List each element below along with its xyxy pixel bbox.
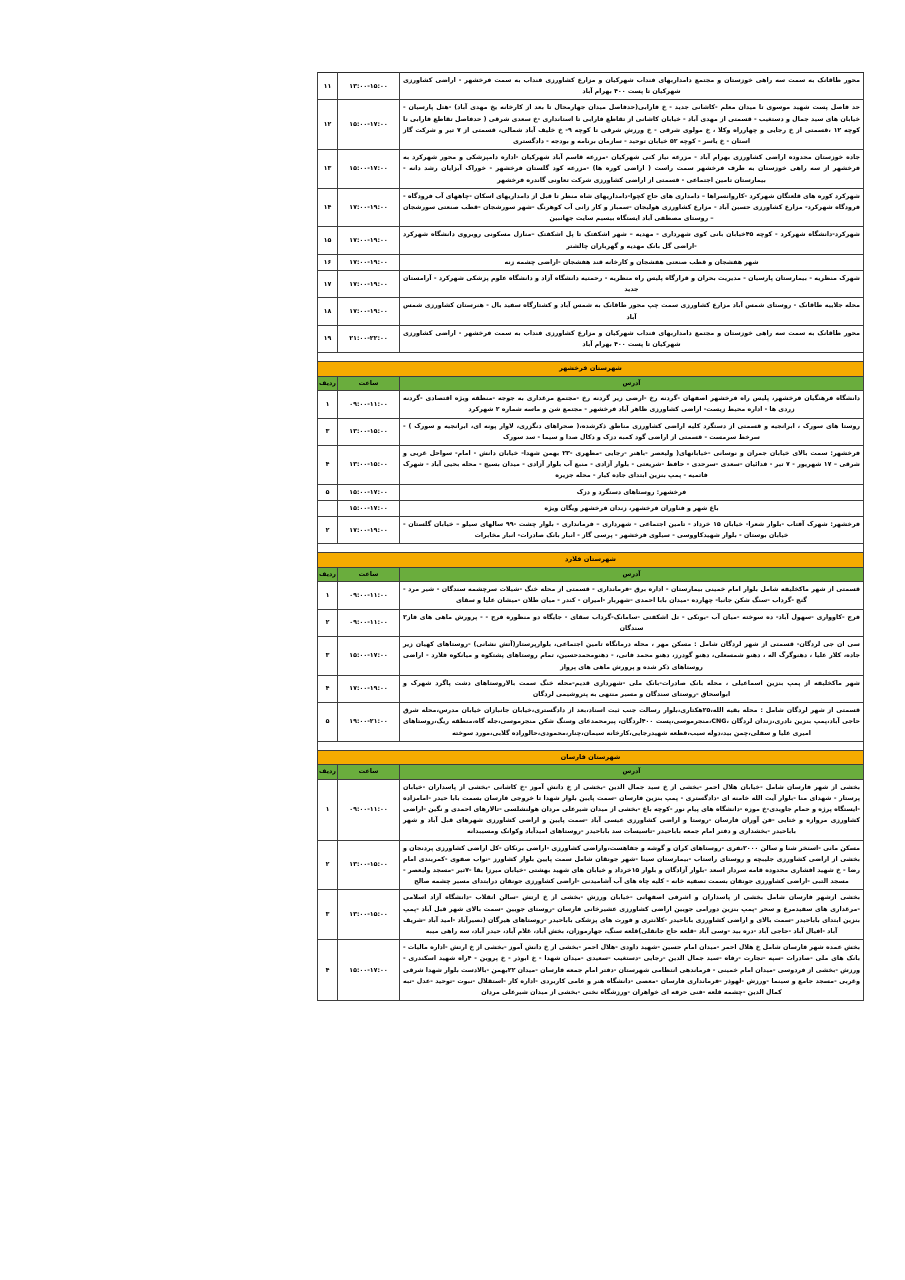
table-row	[318, 73, 864, 100]
table-row	[318, 391, 864, 418]
section-header-row-farrokhshahr	[318, 362, 864, 377]
row-column-header: ردیف	[318, 567, 338, 581]
row-number-cell: ۳	[318, 890, 338, 940]
table-row	[318, 227, 864, 254]
table-row	[318, 840, 864, 890]
address-cell: قسمتی از شهر لردگان شامل : محله بقیه الله،۲۵هکتاری،بلوار رسالت جنب ثبت اسناد،بعد از دادگستری،خیابان جانبازان خیابان مدرس،محله شرق حاجی آباد،پمپ بنزین نادری،زندان لردگان ،CNG،منجرموسی،پست ۴۰۰لردگان، پیرمحمدعای وسنگ شکن منجرموسی،جله گاه،منطقه ریگ،روستاهای امیری علیا و سفلی،چمن بید،دوله سیب،قطعه شهیدرجایی،کارخانه سیمان،چنار،محمودی،حالوراده گلابی،مورد سوخته	[400, 703, 864, 742]
address-cell: شهر هفشجان و قطب صنعتی هفشجان و کارخانه قند هفشجان -اراضی چشمه زنه	[400, 254, 864, 270]
address-cell: بخشی ازشهر فارسان شامل بخشی از پاسداران و اشرفی اصفهانی -خیابان ورزش -بخشی از خ ارتش -سالن انقلاب -دانشگاه آزاد اسلامی -مرغداری های سفیدمرغ و سحر -پمپ بنزین دورامی جویین اراضی کشاورزی عشیرخانی فارسان -روستای جویین -سمت بالای شهر قبل آباد -پمپ بنزین ابتدای باباحیدر -سمت بالای و اراضی کشاورزی باباحیدر -کلانتری و فورت های پزشکی باباحیدر -روستاهای هیرگان (نصیرآباد -امید آباد -شریف آباد -افیال آباد -حاجی آباد -دره بید -وسی آباد -قلعه حاج جانقلی)قلعه سنگ، جهارموزان، بخش آباد، غلام آباد، حیدر آباد، سه راهی میبه	[400, 890, 864, 940]
time-cell: ۱۷:۰۰-۱۹:۰۰	[338, 254, 400, 270]
row-number-cell: ۱	[318, 391, 338, 418]
address-cell: فرخشهر: شهرک آفتاب -بلوار شعرا- خیابان ۱۵ خرداد - تامین اجتماعی - شهرداری – فرمانداری - بلوار چشت -۹۹ سالهای سیلو – خیابان گلستان - خیابان بوستان - بلوار شهیدکاووسی - سیلوی فرخشهر - پرسی گاز - انبار بانک صادرات- انبار مخابرات	[400, 516, 864, 543]
outage-table-body	[318, 73, 864, 1001]
section-spacer	[318, 741, 864, 750]
time-column-header: ساعت	[338, 765, 400, 779]
table-row	[318, 675, 864, 702]
row-number-cell: ۱۲	[318, 100, 338, 150]
row-number-cell: ۴	[318, 675, 338, 702]
row-number-cell: ۲	[318, 516, 338, 543]
address-cell: شهر ماکخلیفه از پمپ بنزین اسماعیلی ، محله بانک صادرات-بانک ملی -شهرداری قدیم-محله خنگ سمت بالاروستاهای دشت پاگرد شهرک و ابواسحاق -روستای سندگان و مسیر منتهی به پتروشیمی لردگان	[400, 675, 864, 702]
row-number-cell: ۵	[318, 703, 338, 742]
table-row	[318, 298, 864, 325]
row-number-cell: ۱۱	[318, 73, 338, 100]
time-cell: ۱۷:۰۰-۱۹:۰۰	[338, 298, 400, 325]
address-cell: جاده خوزستان محدوده اراضی کشاورزی بهرام آباد - مزرعه نیاز کنی شهرکیان -مزرعه قاسم آباد شهرکیان -اداره دامپزشکی و محور شهرکرد به فرخشهر از سه راهی خوزستان به طرف فرخشهر سمت راست ( اراضی کوره ها) -مزرعه کود گلستان فرخشهر - خوراک آبزایان رشد دانه - بیمارستان تامین اجتماعی - قسمتی از اراضی کشاورزی شرکت تعاونی گاندره فرخشهر	[400, 150, 864, 189]
time-cell: ۱۵:۰۰-۱۷:۰۰	[338, 100, 400, 150]
address-cell: سی ان جی لردگان- قسمتی از شهر لردگان شامل : مسکن مهر ، محله درمانگاه تامین اجتماعی، بلوارپرستار(آتش نشانی) -روستاهای کهیان زیر جاده، کلار علیا ، دهنوگرگ اله ، دهنو شمسعلی، دهنو گودرز، دهنو محمد فانی، - دهنومحمدحسین، تمام روستاهای پشتکوه و میانکوه فلارد - اراضی روستاهای ذکر شده و پرورش ماهی های پرواز	[400, 637, 864, 676]
row-number-cell: ۲	[318, 840, 338, 890]
table-row	[318, 516, 864, 543]
address-cell: محور طاقانک به سمت سه راهی خوزستان و مجتمع دامداربهای فنداب شهرکیان و مزارع کشاورزی فنداب به سمت فرخشهر - اراضی کشاورزی شهرکیان تا پست ۴۰۰ بهرام آباد	[400, 73, 864, 100]
table-row	[318, 582, 864, 609]
section-spacer	[318, 353, 864, 362]
address-cell: باغ شهر و فناوران فرخشهر، زندان فرخشهر ویگان ویژه	[400, 500, 864, 516]
time-cell: ۱۳:۰۰-۱۵:۰۰	[338, 418, 400, 445]
row-number-cell: ۴	[318, 445, 338, 484]
address-cell: حد فاصل پست شهید موسوی تا میدان معلم -کاشانی جدید - خ فارابی(حدفاصل میدان جهارمحال تا بعد از کارخانه یخ مهدی آباد) -هتل پارسیان - خیابان های سید جمال و دستغیب - قسمتی از مهدی آباد - خیابان کاشانی از تقاطع فارابی تا استانداری -خ سعدی شرقی ( حدفاصل تقاطع فارابی تا کوچه ۱۲ ،قسمتی از خ رجایی و چهارراه وکلا ، خ مولوی شرقی - خ ورزش شرقی تا کوچه ۹- خ خلیف آباد شمالی، قسمتی از ۷ تیر و شرکت گاز استان - خ یاسر - کوچه ۵۲ خیابان توحید - سازمان برنامه و بودجه - دادگستری	[400, 100, 864, 150]
row-number-cell: ۱۸	[318, 298, 338, 325]
table-row	[318, 940, 864, 1001]
table-row	[318, 325, 864, 352]
time-cell: ۱۷:۰۰-۱۹:۰۰	[338, 188, 400, 227]
table-row	[318, 890, 864, 940]
row-number-cell: ۵	[318, 484, 338, 500]
section-header-title: شهرستان فرخشهر	[318, 362, 864, 377]
address-cell: شهرک منظریه - بیمارستان پارسیان - مدیریت بحران و قرارگاه پلیس راه منظریه - رحمتیه دانشگاه آزاد و دانشگاه علوم پزشکی شهرکرد - آرامستان جدید	[400, 271, 864, 298]
row-number-cell	[318, 500, 338, 516]
time-cell: ۱۷:۰۰-۱۹:۰۰	[338, 271, 400, 298]
time-cell: ۰۹:۰۰-۱۱:۰۰	[338, 582, 400, 609]
row-number-cell: ۱۴	[318, 188, 338, 227]
outage-schedule-table	[317, 72, 864, 1001]
column-header-row-farsan	[318, 765, 864, 779]
table-row	[318, 445, 864, 484]
address-cell: محور طاقانک به سمت سه راهی خوزستان و مجتمع دامداربهای فنداب شهرکیان و مزارع کشاورزی فنداب به سمت فرخشهر - اراضی کشاورزی شهرکیان تا پست ۴۰۰ بهرام آباد	[400, 325, 864, 352]
table-row	[318, 254, 864, 270]
row-number-cell: ۴	[318, 940, 338, 1001]
row-number-cell: ۱	[318, 582, 338, 609]
time-cell: ۱۵:۰۰-۱۷:۰۰	[338, 500, 400, 516]
table-row	[318, 637, 864, 676]
row-column-header: ردیف	[318, 765, 338, 779]
address-column-header: آدرس	[400, 376, 864, 390]
table-row	[318, 271, 864, 298]
outage-table-container	[318, 72, 864, 1001]
table-row	[318, 100, 864, 150]
column-header-row-felard	[318, 567, 864, 581]
address-cell: شهرکرد-دانشگاه شهرکرد - کوچه ۴۵خیابان بانی کوی شهرداری - مهدیه – شهر اشکفتک تا پل اشکفتک –منازل مسکونی روبروی دانشگاه شهرکرد -اراضی گل بانک مهدیه و گهرباران چالشتر	[400, 227, 864, 254]
table-row	[318, 150, 864, 189]
row-number-cell: ۱۶	[318, 254, 338, 270]
section-spacer-cell	[318, 741, 864, 750]
time-cell: ۱۵:۰۰-۱۷:۰۰	[338, 940, 400, 1001]
address-cell: روستا های سورک ، ابرانجیه و قسمتی از دستگرد کلیه اراضی کشاورزی مناطق ذکرشده،( صحراهای دنگزری، لاوار پونه ای، ابرانجیه و سورک ) - سرخط سرمست - قسمتی از اراضی گود کمبه دزک و دکال صدا و سیما - سد سورک	[400, 418, 864, 445]
table-row	[318, 188, 864, 227]
time-cell: ۱۵:۰۰-۱۷:۰۰	[338, 484, 400, 500]
address-cell: بخش عمده شهر فارسان شامل خ هلال احمر -میدان امام حسین -شهید داودی -هلال احمر -بخشی از خ دانش آموز -بخشی از خ ارتش -اداره مالیات - بانک های ملی -صادرات -سپه -تجارت -رفاه -سید جمال الدین -رجایی -دستغیب -سعیدی -میدان شهدا - خ ابوذر - خ پروین - ۴راه شهید اسکندری - ورزش -بخشی از فردوسی -میدان امام خمینی - فرماندهی انتظامی شهرستان -دفتر امام جمعه فارسان -میدان ۲۲بهمن -بالادست بلوار شهدا شرقی وغربی -مسجد جامع و سینما -ورزش -لهوذر -فرمانداری فارسان -معصی -دانشگاه هنر و عامی کاربردی -اداره کار -استقلال -نبوت -توحید -عدل -تبه کمال الدین -چشمه قلعه -فنی حرفه ای خواهران -ورزشگاه نخنی -بخشی از میدان شیرعلی مردان	[400, 940, 864, 1001]
address-cell: فرخشهر: سمت بالای خیابان جمران و نوسانی -خیابانهای( ولیعصر -باهنر -رجایی -مطهری -۲۳ بهمن شهدا- خیابان دانش - امام- سواحل غربی و شرقی – ۱۷ شهریور - ۷ تیر - فدائیان -سعدی -سرحدی - حافظ -شریعتی - بلوار آزادی - منبع آب بلوار آزادی - میدان بسیج - محله بحیی آباد - شهرک فاتمیه - پمپ بنزین ابتدای جاده کیار - محله جزیره	[400, 445, 864, 484]
time-cell: ۰۹:۰۰-۱۱:۰۰	[338, 609, 400, 636]
row-number-cell: ۳	[318, 637, 338, 676]
row-number-cell: ۱۳	[318, 150, 338, 189]
row-column-header: ردیف	[318, 376, 338, 390]
time-cell: ۱۷:۰۰-۱۹:۰۰	[338, 227, 400, 254]
time-cell: ۰۹:۰۰-۱۱:۰۰	[338, 779, 400, 840]
column-header-row-farrokhshahr	[318, 376, 864, 390]
section-spacer-cell	[318, 353, 864, 362]
time-cell: ۱۳:۰۰-۱۵:۰۰	[338, 840, 400, 890]
address-column-header: آدرس	[400, 765, 864, 779]
address-cell: دانشگاه فرهنگیان فرخشهر، پلیس راه فرخشهر اصفهان -گردنه رخ -ارضی زیر گردنه رخ -مجتمع مرغداری به جوجه -منطقه ویژه اقتصادی -گردنه زردی ها - اداره محیط زیست- اراضی کشاورزی ظاهر آباد فرخشهر - مجتمع شن و ماسه شماره ۲ شهرکرد	[400, 391, 864, 418]
row-number-cell: ۳	[318, 418, 338, 445]
time-cell: ۱۹:۰۰-۲۱:۰۰	[338, 703, 400, 742]
address-column-header: آدرس	[400, 567, 864, 581]
row-number-cell: ۱۵	[318, 227, 338, 254]
row-number-cell: ۱۷	[318, 271, 338, 298]
row-number-cell: ۱	[318, 779, 338, 840]
time-cell: ۱۳:۰۰-۱۵:۰۰	[338, 445, 400, 484]
address-cell: مسکن مانی -استخر شنا و سالن ۲۰۰۰نفری -روستاهای کران و گوشه و جفاهست،واراضی کشاورزی -اراضی برنکان -کل اراضی کشاورزی پردنجان و بخشی از اراضی کشاورزی جلیبچه و روستای راستاب -بیمارستان سینا -شهر جونقان شامل سمت پایین بلوار کشاورز -نواب صفوی -کمربندی امام رضا - خ شهید افشاری محدوده قامه سردار اسعد -بلوار آزادگان و بلوار ۱۵خرداد و خیابان های شهید بهشتی -خیابان میرزا بقا -۷تیر -مسجد ولیعصر - مسجد التبی -اراضی کشاورزی جونقان بسمت تصفیه خانه - کلیه چاه های آب آشامیدنی -اراضی کشاورزی جونقان درابتدای مسیر چشمه صالح	[400, 840, 864, 890]
address-cell: شهرکرد کوره های قلعتگان شهرکرد -کاروانسراها – دامداری های حاج کچوا-دامداریهای شاه منظر تا قبل از دامداریهای اسکان -چاههای آب فرودگاه - فرودگاه شهرکرد- مزارع کشاورزی حسین آباد - مزارع کشاورزی هولیجان -سمباز و کار زانی آب کوهرنگ -شهر سورشجان -قطب صنعتی سورشجان – روستای مصطفی آباد ایستگاه بیسیم سایت جهانبین	[400, 188, 864, 227]
section-spacer	[318, 544, 864, 553]
section-header-row-farsan	[318, 750, 864, 765]
table-row	[318, 703, 864, 742]
time-cell: ۲۱:۰۰-۲۲:۰۰	[338, 325, 400, 352]
row-number-cell: ۱۹	[318, 325, 338, 352]
address-cell: فرخشهر: روستاهای دستگرد و دزک	[400, 484, 864, 500]
time-cell: ۱۳:۰۰-۱۵:۰۰	[338, 73, 400, 100]
address-cell: فرج -کاوواری -سهول آباد- ده سوخته -میان آب -بونکی - تل اشکفتی -سامانک-گرداب سقای - جایگاه دو منظوره فرج - - پرورش ماهی های فاز۲ سندگان	[400, 609, 864, 636]
time-cell: ۰۹:۰۰-۱۱:۰۰	[338, 391, 400, 418]
address-cell: بخشی از شهر فارسان شامل -خیابان هلال احمر -بخشی از خ سید جمال الدین -بخشی از خ دانش آموز -خ کاشانی -بخشی از پاسداران -خیابان پرستار - شهدای منا -بلوار آیت الله خامنه ای -دادگستری - پمپ بنزین فارسان -سمت پایین بلوار شهدا تا خروجی فارسان بسمت بابا حیدر -امامزاده -ایستگاه پرژه و حمام جاویدی-خ موزه -دانشگاه های پیام نور -کوچه باغ -بخشی از میدان شیرعلی مردان هولنشلسی -تالارهای احمدی و نگین -اراضی کشاورزی مروازه و ختایی -فن آوران فارسان -روستا و اراضی کشاورزی عیسی آباد -سمت پایین و اراضی کشاورزی شهرهای قبل آباد و شهر باباحیدر -بخشداری و دفتر امام جمعه باباحیدر -تاسیسات سد باباحیدر -روستاهای امیدآباد وکوانک ومسیبدانه	[400, 779, 864, 840]
section-header-row-felard	[318, 553, 864, 568]
section-header-title: شهرستان فلارد	[318, 553, 864, 568]
section-spacer-cell	[318, 544, 864, 553]
time-column-header: ساعت	[338, 376, 400, 390]
table-row	[318, 779, 864, 840]
time-cell: ۱۳:۰۰-۱۵:۰۰	[338, 890, 400, 940]
table-row	[318, 500, 864, 516]
table-row	[318, 609, 864, 636]
address-cell: محله جلاییه طاقانک - روستای شمس آباد مزارع کشاورزی سمت چپ محور طاقانک به شمس آباد و کشتارگاه سفید بال - هنرستان کشاورزی شمس آباد	[400, 298, 864, 325]
row-number-cell: ۲	[318, 609, 338, 636]
time-cell: ۱۵:۰۰-۱۷:۰۰	[338, 150, 400, 189]
table-row	[318, 484, 864, 500]
time-cell: ۱۵:۰۰-۱۷:۰۰	[338, 637, 400, 676]
section-header-title: شهرستان فارسان	[318, 750, 864, 765]
time-cell: ۱۷:۰۰-۱۹:۰۰	[338, 675, 400, 702]
time-column-header: ساعت	[338, 567, 400, 581]
table-row	[318, 418, 864, 445]
address-cell: قسمتی از شهر ماکخلیفه شامل بلوار امام خمینی بیمارستان - اداره برق -فرمانداری - قسمتی از محله خنگ -شیلات سرچشمه سندگان - شیر مرد - گنج -گرداب -سنگ شکن جانبا- چهارده -میدان بابا احمدی -شهربار -امیران - کندر - میان طلان -میشان علیا و سقای	[400, 582, 864, 609]
time-cell: ۱۷:۰۰-۱۹:۰۰	[338, 516, 400, 543]
